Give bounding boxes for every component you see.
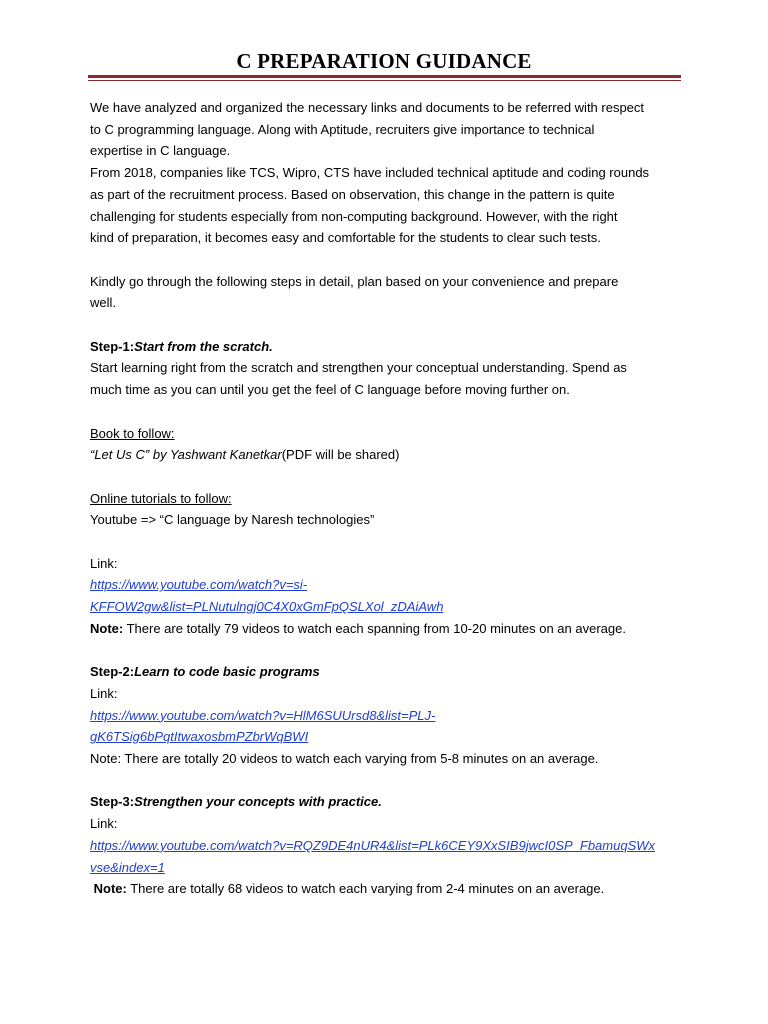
tutorials-text: Youtube => “C language by Naresh technologies” xyxy=(90,512,375,528)
step3-link[interactable]: https://www.youtube.com/watch?v=RQZ9DE4nUR4&list=PLk6CEY9XxSIB9jwcI0SP_FbamuqSWx xyxy=(90,837,656,853)
step3-link-line xyxy=(90,857,690,879)
step3-link-line xyxy=(90,835,690,857)
step2-link[interactable]: https://www.youtube.com/watch?v=HlM6SUUrsd8&list=PLJ- xyxy=(90,707,436,723)
note-text: There are totally 79 videos to watch each spanning from 10-20 minutes on an average. xyxy=(123,620,626,636)
step1-title: Start from the scratch. xyxy=(134,338,273,354)
step1-note xyxy=(90,618,690,640)
step1-heading xyxy=(90,336,690,358)
intro-line: Kindly go through the following steps in detail, plan based on your convenience and prepare xyxy=(90,273,619,289)
step2-heading xyxy=(90,661,690,683)
step1-link[interactable]: https://www.youtube.com/watch?v=si- xyxy=(90,577,308,593)
intro-line: as part of the recruitment process. Based on observation, this change in the pattern is quite xyxy=(90,186,615,202)
step2-label: Step-2: xyxy=(90,664,135,680)
step1-link[interactable]: KFFOW2gw&list=PLNutulngj0C4X0xGmFpQSLXol_zDAiAwh xyxy=(90,599,444,615)
step3-link-label: Link: xyxy=(90,816,118,832)
title-underline-thin xyxy=(88,80,681,81)
intro-line: We have analyzed and organized the necessary links and documents to be referred with respect xyxy=(90,100,645,115)
step1-label: Step-1: xyxy=(90,338,135,354)
note-label: Note: xyxy=(93,881,127,897)
step2-link-line xyxy=(90,705,690,727)
step2-note: Note: There are totally 20 videos to watch each varying from 5-8 minutes on an average. xyxy=(90,751,599,766)
step2-link-label: Link: xyxy=(90,685,118,701)
step3-label: Step-3: xyxy=(90,794,135,810)
intro-line: From 2018, companies like TCS, Wipro, CTS have included technical aptitude and coding rounds xyxy=(90,165,650,181)
intro-line: to C programming language. Along with Aptitude, recruiters give importance to technical xyxy=(90,121,595,137)
step2-link-line xyxy=(90,726,690,748)
step3-title: Strengthen your concepts with practice. xyxy=(134,794,382,810)
step3-note xyxy=(90,878,690,900)
intro-line: expertise in C language. xyxy=(90,143,231,159)
step1-link-label: Link: xyxy=(90,555,118,571)
step2-link[interactable]: gK6TSig6bPqtItwaxosbmPZbrWqBWI xyxy=(90,729,309,745)
step3-link[interactable]: vse&index=1 xyxy=(90,859,165,875)
step1-link-line xyxy=(90,574,690,596)
book-label: Book to follow: xyxy=(90,425,175,441)
book-title: “Let Us C” by Yashwant Kanetkar xyxy=(90,447,282,463)
step3-heading xyxy=(90,791,690,813)
book-line xyxy=(90,444,690,466)
title-underline-thick xyxy=(88,75,681,78)
document-body xyxy=(90,97,690,900)
intro-line: well. xyxy=(90,295,117,311)
book-note: (PDF will be shared) xyxy=(281,447,400,463)
intro-line: challenging for students especially from non-computing background. However, with the right xyxy=(90,208,618,224)
note-label: Note: xyxy=(90,620,124,636)
step1-desc: Start learning right from the scratch and strengthen your conceptual understanding. Spend as xyxy=(90,360,627,376)
note-text: There are totally 68 videos to watch each varying from 2-4 minutes on an average. xyxy=(126,881,605,897)
step1-desc: much time as you can until you get the feel of C language before moving further on. xyxy=(90,382,570,398)
step2-title: Learn to code basic programs xyxy=(134,664,320,680)
step1-link-line xyxy=(90,596,690,618)
page-title: C PREPARATION GUIDANCE xyxy=(236,49,532,73)
intro-line: kind of preparation, it becomes easy and comfortable for the students to clear such tests. xyxy=(90,230,601,246)
tutorials-label: Online tutorials to follow: xyxy=(90,490,232,506)
